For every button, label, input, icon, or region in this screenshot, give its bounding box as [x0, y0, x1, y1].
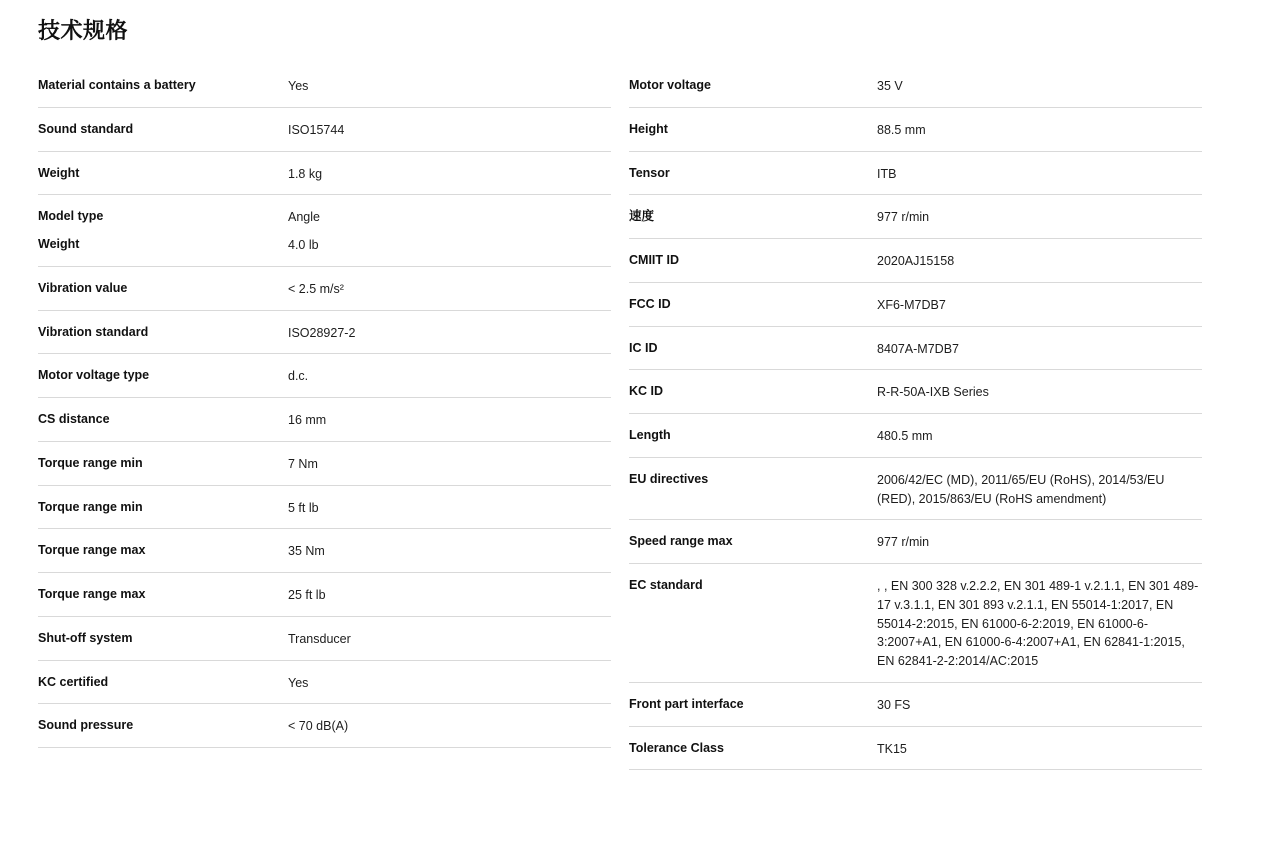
- spec-row: [38, 486, 611, 530]
- spec-table: [0, 67, 1262, 770]
- spec-value: 977 r/min: [877, 535, 930, 550]
- spec-value: ITB: [877, 166, 897, 181]
- spec-column-left: [38, 67, 611, 770]
- spec-value: 7 Nm: [288, 456, 318, 471]
- spec-label: Length: [629, 428, 671, 442]
- spec-row: [38, 704, 611, 748]
- spec-row: [629, 283, 1202, 327]
- spec-row: [38, 67, 611, 108]
- spec-label: Speed range max: [629, 534, 733, 549]
- spec-row: [629, 195, 1202, 239]
- spec-row: [38, 195, 611, 231]
- spec-row: [38, 311, 611, 355]
- spec-value: TK15: [877, 741, 907, 756]
- spec-label: Motor voltage: [629, 78, 711, 92]
- spec-value: 1.8 kg: [288, 166, 323, 181]
- spec-value: 4.0 lb: [288, 238, 319, 252]
- spec-label: CMIIT ID: [629, 253, 679, 267]
- page-title: 技术规格: [38, 18, 129, 43]
- spec-value: 2020AJ15158: [877, 254, 955, 268]
- spec-value: 35 Nm: [288, 544, 325, 559]
- spec-row: [629, 370, 1202, 414]
- spec-label: Torque range max: [38, 587, 146, 601]
- spec-row: [629, 152, 1202, 196]
- spec-label: Sound standard: [38, 121, 134, 136]
- spec-label: Front part interface: [629, 696, 744, 711]
- spec-label: EU directives: [629, 471, 709, 486]
- spec-value: Angle: [288, 210, 320, 225]
- spec-label: Weight: [38, 165, 80, 180]
- spec-value: XF6-M7DB7: [877, 297, 946, 312]
- spec-row: [38, 354, 611, 398]
- spec-label: CS distance: [38, 412, 110, 426]
- spec-row: [629, 108, 1202, 152]
- spec-row: [629, 683, 1202, 727]
- spec-row: [629, 67, 1202, 108]
- spec-row: [38, 108, 611, 152]
- spec-value: d.c.: [288, 369, 309, 384]
- spec-label: Torque range max: [38, 543, 146, 558]
- spec-label: Torque range min: [38, 455, 143, 470]
- spec-label: Weight: [38, 237, 80, 251]
- spec-value: 2006/42/EC (MD), 2011/65/EU (RoHS), 2014/53/EU (RED), 2015/863/EU (RoHS amendment): [877, 472, 1165, 506]
- spec-value: Yes: [288, 675, 309, 690]
- spec-row: [629, 727, 1202, 771]
- spec-value: 977 r/min: [877, 210, 930, 225]
- spec-label: KC certified: [38, 674, 109, 689]
- spec-row: [629, 414, 1202, 458]
- spec-label: Vibration standard: [38, 324, 149, 339]
- spec-label: Torque range min: [38, 499, 143, 514]
- spec-label: Shut-off system: [38, 630, 133, 645]
- spec-value: ISO15744: [288, 122, 345, 137]
- spec-value: Transducer: [288, 631, 351, 646]
- spec-value: 35 V: [877, 79, 903, 93]
- spec-column-right: [629, 67, 1202, 770]
- spec-label: Material contains a battery: [38, 78, 196, 92]
- spec-row: [38, 152, 611, 196]
- spec-value: 8407A-M7DB7: [877, 341, 959, 356]
- spec-value: 88.5 mm: [877, 122, 926, 137]
- spec-row: [38, 231, 611, 267]
- spec-row: [38, 573, 611, 617]
- spec-value: 30 FS: [877, 697, 911, 712]
- spec-label: FCC ID: [629, 296, 671, 311]
- spec-value: < 2.5 m/s²: [288, 281, 344, 296]
- spec-label: Height: [629, 121, 668, 136]
- spec-label: IC ID: [629, 340, 658, 355]
- spec-value: ISO28927-2: [288, 325, 356, 340]
- spec-label: Sound pressure: [38, 718, 134, 733]
- spec-value: 5 ft lb: [288, 500, 319, 515]
- spec-value: 25 ft lb: [288, 588, 326, 602]
- spec-label: Tensor: [629, 165, 670, 180]
- spec-label: EC standard: [629, 578, 703, 592]
- spec-row: [629, 239, 1202, 283]
- spec-label: Motor voltage type: [38, 368, 150, 383]
- spec-value: R-R-50A-IXB Series: [877, 385, 989, 400]
- spec-row: [38, 398, 611, 442]
- spec-value: , , EN 300 328 v.2.2.2, EN 301 489-1 v.2.1.1, EN 301 489-17 v.3.1.1, EN 301 893 v.2.1.1, EN 55014-1:2017, EN 55014-2:2015, EN 61000-6-2:2019, EN 61000-6-3:2007+A1, EN 61000-6-4:2007+A1, EN 62841-1:2015, EN 62841-2-2:2014/AC:2015: [877, 579, 1199, 668]
- spec-label: KC ID: [629, 384, 664, 399]
- spec-value: 16 mm: [288, 413, 327, 427]
- spec-row: [629, 520, 1202, 564]
- spec-row: [629, 458, 1202, 521]
- spec-row: [38, 442, 611, 486]
- spec-label: Tolerance Class: [629, 740, 724, 755]
- spec-row: [38, 617, 611, 661]
- spec-row: [38, 529, 611, 573]
- spec-label: Model type: [38, 209, 104, 224]
- spec-value: 480.5 mm: [877, 429, 933, 443]
- spec-row: [38, 661, 611, 705]
- spec-value: < 70 dB(A): [288, 719, 349, 734]
- spec-value: Yes: [288, 79, 309, 93]
- spec-label: 速度: [629, 209, 655, 224]
- spec-label: Vibration value: [38, 280, 128, 295]
- spec-row: [38, 267, 611, 311]
- spec-row: [629, 564, 1202, 683]
- spec-row: [629, 327, 1202, 371]
